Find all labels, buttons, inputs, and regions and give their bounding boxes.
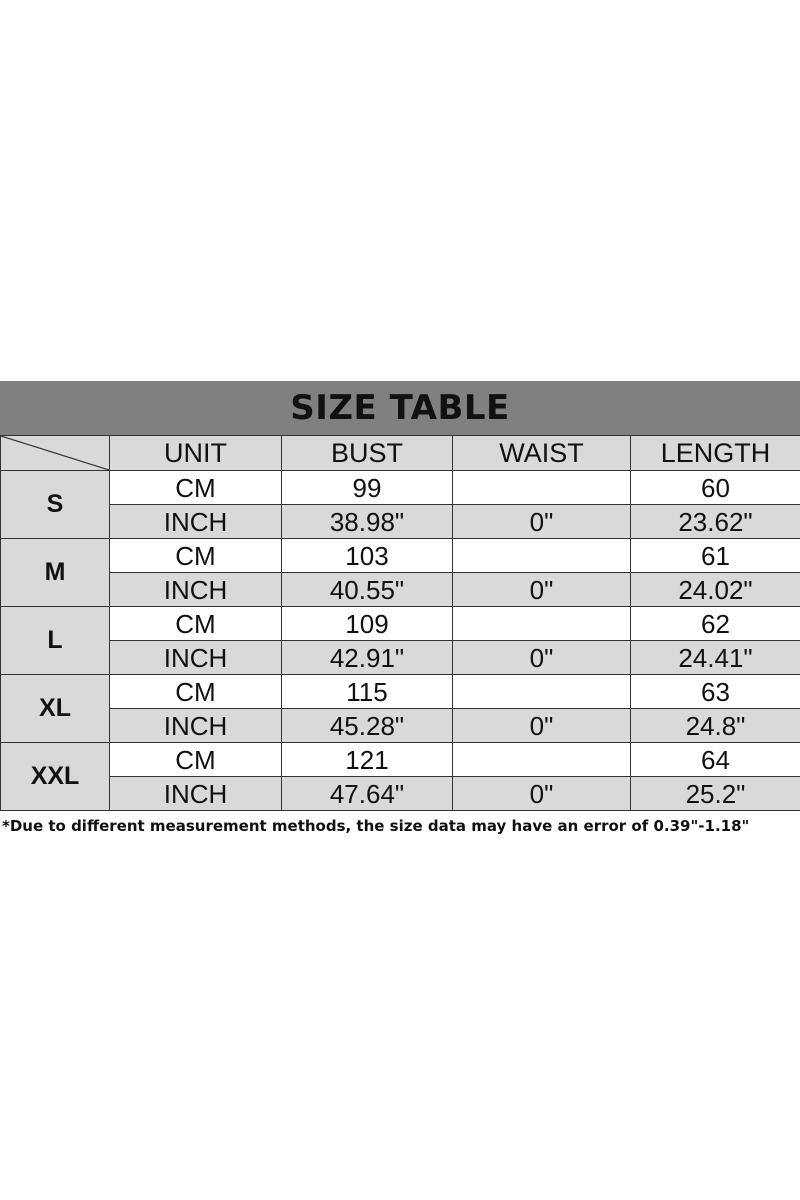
- size-label: L: [1, 607, 110, 675]
- waist-cm-cell: [453, 539, 631, 573]
- size-table-title: SIZE TABLE: [0, 381, 800, 435]
- bust-inch-cell: 47.64": [282, 777, 453, 811]
- bust-cm-cell: 121: [282, 743, 453, 777]
- table-row: [1, 607, 800, 641]
- length-cm-cell: 64: [631, 743, 800, 777]
- waist-inch-cell: 0": [453, 777, 631, 811]
- header-bust: BUST: [282, 436, 453, 471]
- table-row: [1, 709, 800, 743]
- bust-inch-cell: 40.55": [282, 573, 453, 607]
- length-cm-cell: 62: [631, 607, 800, 641]
- size-table: [0, 435, 800, 811]
- size-label: XXL: [1, 743, 110, 811]
- header-length: LENGTH: [631, 436, 800, 471]
- table-row: [1, 743, 800, 777]
- size-label: M: [1, 539, 110, 607]
- corner-cell: [1, 436, 110, 471]
- unit-inch-cell: INCH: [110, 777, 282, 811]
- length-inch-cell: 25.2": [631, 777, 800, 811]
- bust-inch-cell: 42.91": [282, 641, 453, 675]
- header-waist: WAIST: [453, 436, 631, 471]
- unit-cm-cell: CM: [110, 539, 282, 573]
- length-cm-cell: 61: [631, 539, 800, 573]
- unit-cm-cell: CM: [110, 471, 282, 505]
- bust-cm-cell: 115: [282, 675, 453, 709]
- length-inch-cell: 24.8": [631, 709, 800, 743]
- waist-cm-cell: [453, 471, 631, 505]
- waist-inch-cell: 0": [453, 505, 631, 539]
- bust-cm-cell: 109: [282, 607, 453, 641]
- unit-inch-cell: INCH: [110, 505, 282, 539]
- table-row: [1, 777, 800, 811]
- waist-cm-cell: [453, 743, 631, 777]
- unit-inch-cell: INCH: [110, 573, 282, 607]
- bust-cm-cell: 103: [282, 539, 453, 573]
- waist-cm-cell: [453, 675, 631, 709]
- measurement-note: *Due to different measurement methods, the size data may have an error of 0.39"-1.18": [2, 817, 750, 835]
- waist-cm-cell: [453, 607, 631, 641]
- unit-inch-cell: INCH: [110, 641, 282, 675]
- unit-cm-cell: CM: [110, 675, 282, 709]
- waist-inch-cell: 0": [453, 641, 631, 675]
- length-inch-cell: 23.62": [631, 505, 800, 539]
- size-label: S: [1, 471, 110, 539]
- table-row: [1, 471, 800, 505]
- header-unit: UNIT: [110, 436, 282, 471]
- waist-inch-cell: 0": [453, 709, 631, 743]
- diagonal-divider-icon: [1, 436, 109, 470]
- size-label: XL: [1, 675, 110, 743]
- length-cm-cell: 60: [631, 471, 800, 505]
- bust-inch-cell: 38.98": [282, 505, 453, 539]
- table-row: [1, 641, 800, 675]
- waist-inch-cell: 0": [453, 573, 631, 607]
- bust-cm-cell: 99: [282, 471, 453, 505]
- unit-cm-cell: CM: [110, 743, 282, 777]
- table-row: [1, 675, 800, 709]
- length-cm-cell: 63: [631, 675, 800, 709]
- table-row: [1, 539, 800, 573]
- length-inch-cell: 24.41": [631, 641, 800, 675]
- header-row: [1, 436, 800, 471]
- unit-inch-cell: INCH: [110, 709, 282, 743]
- bust-inch-cell: 45.28": [282, 709, 453, 743]
- unit-cm-cell: CM: [110, 607, 282, 641]
- size-table-document: [0, 381, 800, 835]
- table-row: [1, 505, 800, 539]
- table-row: [1, 573, 800, 607]
- length-inch-cell: 24.02": [631, 573, 800, 607]
